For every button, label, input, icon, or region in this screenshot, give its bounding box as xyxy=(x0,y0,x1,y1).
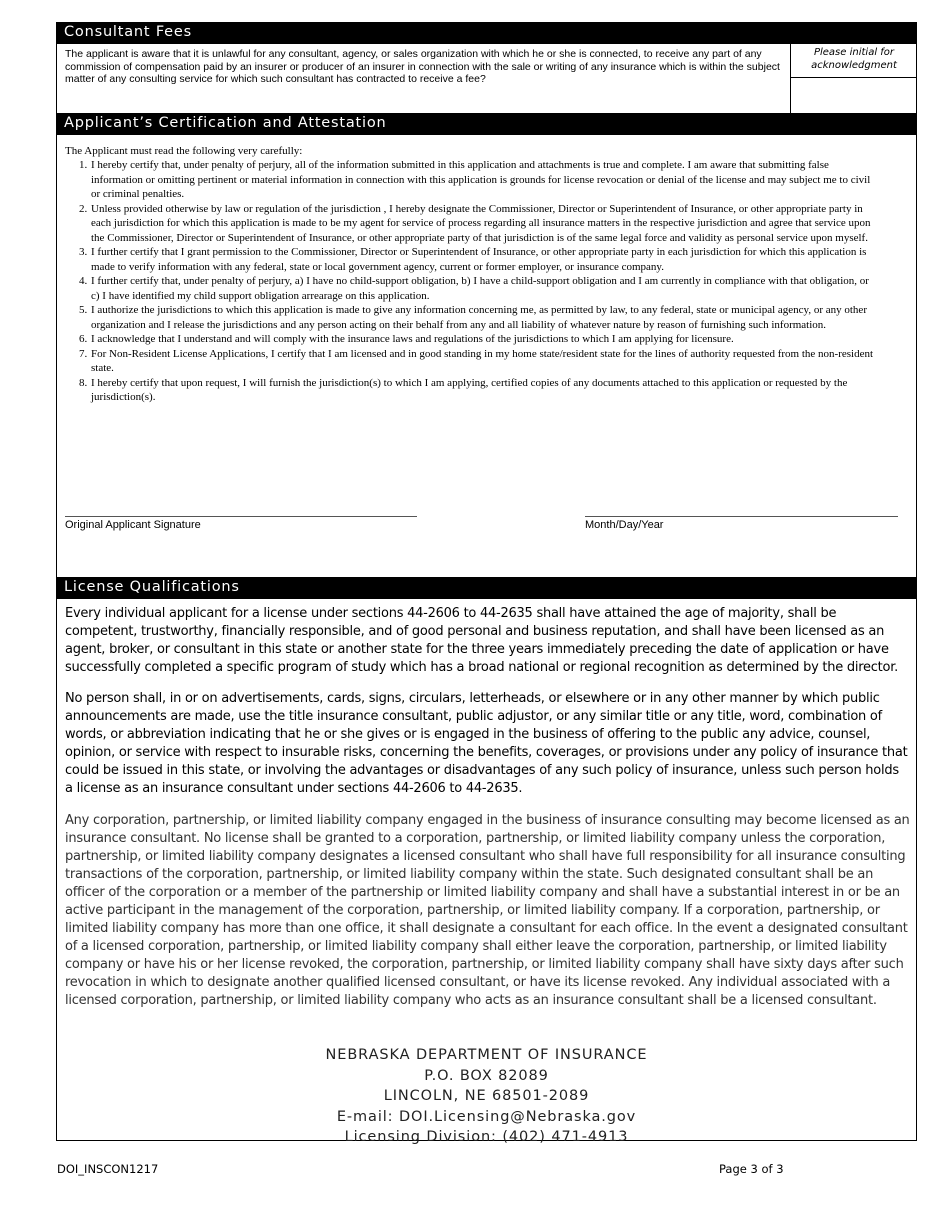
email-line: E-mail: DOI.Licensing@Nebraska.gov xyxy=(336,1108,637,1125)
certification-intro: The Applicant must read the following very carefully: xyxy=(65,145,303,157)
form-id: DOI_INSCON1217 xyxy=(57,1162,159,1176)
certification-item: 2. Unless provided otherwise by law or regulation of the jurisdiction , I hereby designate the Commissioner, Director or Superintendent of Insurance, or other appropriate party in each jurisdiction for which this application is made to be my agent for service of process regarding all insurance matters in the respective jurisdiction and agree that service upon the Commissioner, Director or Superintendent of Insurance, or other appropriate party of that jurisdiction is of the same legal force and validity as personal service upon myself. xyxy=(79,202,871,244)
phone-line: Licensing Division: (402) 471-4913 xyxy=(344,1129,629,1145)
signature-line[interactable] xyxy=(65,516,417,517)
certification-box xyxy=(56,134,917,579)
certification-item: 4. I further certify that, under penalty of perjury, a) I have no child-support obligation, b) I have a child-support obligation and I am currently in compliance with that obligation, or c) I have identified my child support obligation arrearage on this application. xyxy=(79,275,869,302)
qualification-paragraph: No person shall, in or on advertisements, cards, signs, circulars, letterheads, or elsewhere or in any other manner by which public announcements are made, use the title insurance consultant, public adjustor, or any similar title or any title, word, combination of words, or abbreviation indicating that he or she gives or is engaged in the business of offering to the public any advice, counsel, opinion, or service with respect to insurable risks, concerning the benefits, coverages, or provisions under any policy of insurance that could be issued in this state, or involving the advantages or disadvantages of any such policy of insurance, unless such person holds a license as an insurance consultant under sections 44-2606 to 44-2635. xyxy=(65,691,908,796)
license-qualifications-header: License Qualifications xyxy=(56,577,917,598)
department-address xyxy=(57,1045,916,1148)
certification-item: 1. I hereby certify that, under penalty of perjury, all of the information submitted in this application and attachments is true and complete. I am aware that submitting false information or omitting pertinent or material information in connection with this application is grounds for license revocation or denial of the license and may subject me to civil or criminal penalties. xyxy=(79,159,871,200)
certification-item: 8. I hereby certify that upon request, I will furnish the jurisdiction(s) to which I am applying, certified copies of any documents attached to this application or requested by the jurisdiction(s). xyxy=(79,376,848,403)
license-qualifications-box xyxy=(56,598,917,1145)
consultant-fees-text: The applicant is aware that it is unlawful for any consultant, agency, or sales organization with which he or she is connected, to receive any part of any commission of compensation paid by an insurer or producer of an insurer in connection with the sale or writing of any insurance which is within the subject matter of any consulting service for which such consultant has contracted to receive a fee? xyxy=(65,48,780,85)
certification-item: 3. I further certify that I grant permission to the Commissioner, Director or Superintendent of Insurance, or other appropriate party in each jurisdiction for which this application is made to verify information with any federal, state or local government agency, current or former employer, or insurance company. xyxy=(79,246,867,273)
page-number: Page 3 of 3 xyxy=(719,1162,784,1176)
signature-label: Original Applicant Signature xyxy=(65,519,201,531)
certification-list xyxy=(65,158,875,405)
address-line: P.O. BOX 82089 xyxy=(424,1067,549,1084)
address-line: NEBRASKA DEPARTMENT OF INSURANCE xyxy=(325,1047,648,1063)
consultant-fees-box xyxy=(56,43,917,114)
certification-item: 6. I acknowledge that I understand and will comply with the insurance laws and regulations of the jurisdictions to which I am applying for licensure. xyxy=(79,333,734,345)
date-label: Month/Day/Year xyxy=(585,519,664,531)
certification-item: 5. I authorize the jurisdictions to which this application is made to give any information concerning me, as permitted by law, to any federal, state or municipal agency, or any other organization and I release the jurisdictions and any person acting on their behalf from any and all liability of whatever nature by reason of furnishing such information. xyxy=(79,304,867,331)
certification-item: 7. For Non-Resident License Applications, I certify that I am licensed and in good standing in my home state/resident state for the lines of authority requested from the non-resident state. xyxy=(79,347,874,374)
initial-input-box[interactable] xyxy=(791,78,917,113)
certification-header: Applicant’s Certification and Attestation xyxy=(56,113,917,134)
consultant-fees-header: Consultant Fees xyxy=(56,22,917,43)
qualification-paragraph: Any corporation, partnership, or limited liability company engaged in the business of insurance consulting may become licensed as an insurance consultant. No license shall be granted to a corporation, partnership, or limited liability company unless the corporation, partnership, or limited liability company designates a licensed consultant who shall have full responsibility for all insurance consulting transactions of the corporation, partnership, or limited liability company within the state. Such designated consultant shall be an officer of the corporation or a member of the partnership or limited liability company and shall have a substantial interest in or be an active participant in the management of the corporation, partnership, or limited liability company. If a corporation, partnership, or limited liability company has more than one office, it shall designate a consultant for each office. In the event a designated consultant of a licensed corporation, partnership, or limited liability company shall either leave the corporation, partnership, or limited liability company or have his or her license revoked, the corporation, partnership, or limited liability company shall have sixty days after such revocation in which to designate another qualified licensed consultant, or have its license revoked. Any individual associated with a licensed corporation, partnership, or limited liability company who acts as an insurance consultant shall be a licensed consultant. xyxy=(65,813,910,1008)
initial-column xyxy=(790,44,917,113)
initial-label: Please initial for acknowledgment xyxy=(791,44,917,78)
address-line: LINCOLN, NE 68501-2089 xyxy=(383,1088,590,1104)
date-line[interactable] xyxy=(585,516,898,517)
qualification-paragraph: Every individual applicant for a license under sections 44-2606 to 44-2635 shall have attained the age of majority, shall be competent, trustworthy, financially responsible, and of good personal and business reputation, and shall have been licensed as an agent, broker, or consultant in this state or another state for the three years immediately preceding the date of application or have successfully completed a specific program of study which has a broad national or regional recognition as determined by the director. xyxy=(65,606,899,675)
